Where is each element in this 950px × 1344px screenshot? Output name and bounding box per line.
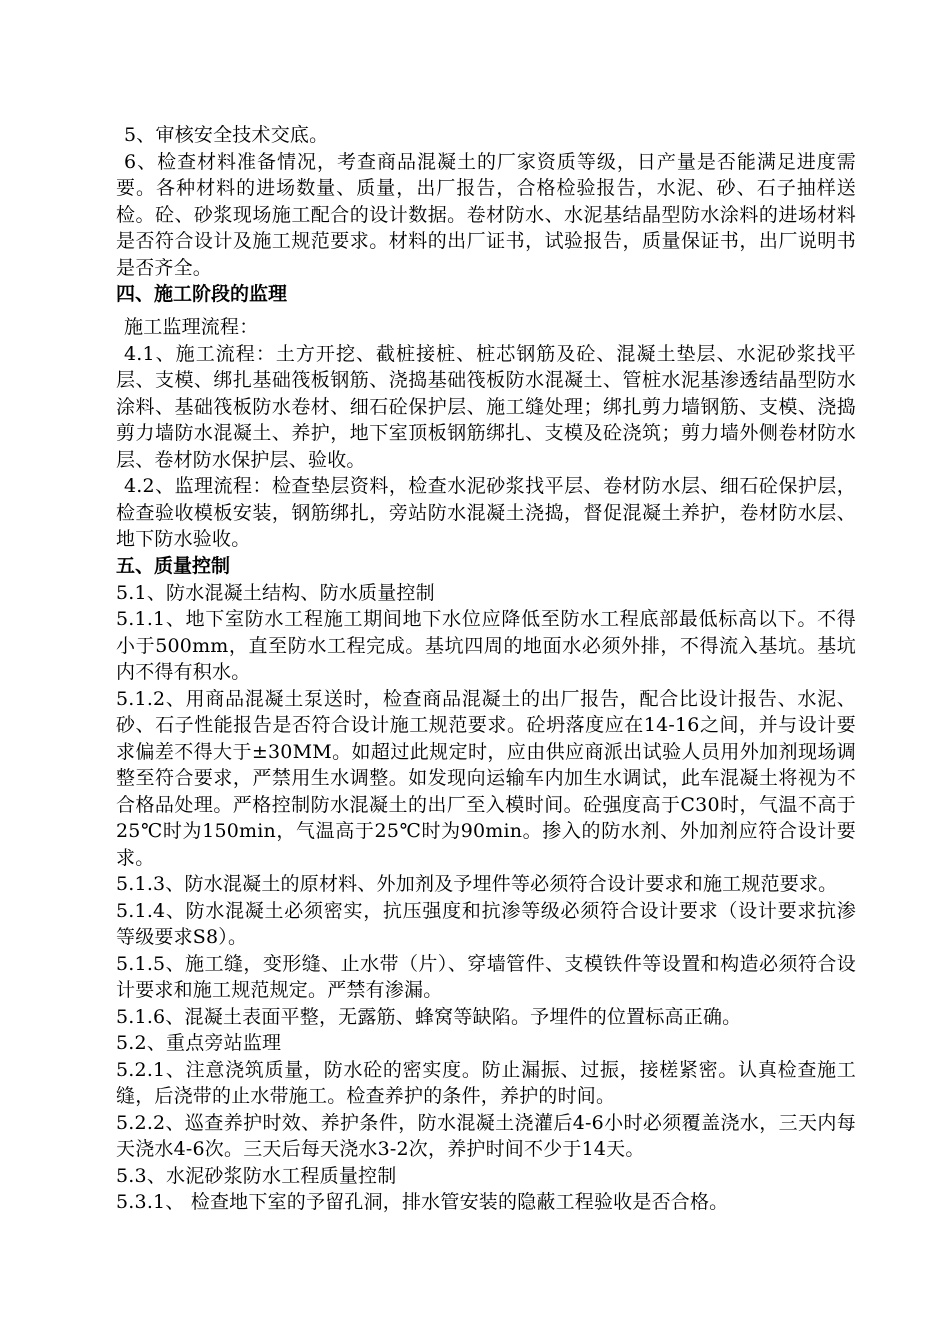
- paragraph-5: 5、审核安全技术交底。: [124, 124, 329, 146]
- subheading-5-2: 5.2、重点旁站监理: [116, 1032, 282, 1054]
- paragraph-4-2: 4.2、监理流程：检查垫层资料，检查水泥砂浆找平层、卷材防水层、细石砼保护层，检查验收模板安装，钢筋绑扎，旁站防水混凝土浇捣，督促混凝土养护，卷材防水层、地下防水验收。: [116, 475, 856, 550]
- paragraph-5-1-1: 5.1.1、地下室防水工程施工期间地下水位应降低至防水工程底部最低标高以下。不得小于500mm，直至防水工程完成。基坑四周的地面水必须外排，不得流入基坑。基坑内不得有积水。: [116, 608, 856, 683]
- paragraph-5-3-1: 5.3.1、 检查地下室的予留孔洞，排水管安装的隐蔽工程验收是否合格。: [116, 1191, 729, 1213]
- document-body: [116, 122, 856, 1216]
- section-heading-4: 四、施工阶段的监理: [116, 283, 288, 305]
- paragraph-6: 6、检查材料准备情况，考查商品混凝土的厂家资质等级，日产量是否能满足进度需要。各种材料的进场数量、质量，出厂报告，合格检验报告，水泥、砂、石子抽样送检。砼、砂浆现场施工配合的设计数据。卷材防水、水泥基结晶型防水涂料的进场材料是否符合设计及施工规范要求。材料的出厂证书，试验报告，质量保证书，出厂说明书是否齐全。: [116, 150, 856, 279]
- paragraph-5-1-3: 5.1.3、防水混凝土的原材料、外加剂及予埋件等必须符合设计要求和施工规范要求。: [116, 873, 838, 895]
- paragraph-5-2-2: 5.2.2、巡查养护时效、养护条件，防水混凝土浇灌后4-6小时必须覆盖浇水，三天内每天浇水4-6次。三天后每天浇水3-2次，养护时间不少于14天。: [116, 1111, 856, 1160]
- paragraph-5-2-1: 5.2.1、注意浇筑质量，防水砼的密实度。防止漏振、过振，接槎紧密。认真检查施工缝，后浇带的止水带施工。检查养护的条件，养护的时间。: [116, 1058, 856, 1107]
- section-heading-5: 五、质量控制: [116, 554, 231, 577]
- paragraph-5-1-5: 5.1.5、施工缝，变形缝、止水带（片）、穿墙管件、支模铁件等设置和构造必须符合设计要求和施工规范规定。严禁有渗漏。: [116, 952, 856, 1001]
- subheading-5-3: 5.3、水泥砂浆防水工程质量控制: [116, 1164, 397, 1187]
- paragraph-supervision-flow-title: 施工监理流程：: [124, 316, 259, 338]
- paragraph-5-1-6: 5.1.6、混凝土表面平整，无露筋、蜂窝等缺陷。予埋件的位置标高正确。: [116, 1005, 742, 1028]
- paragraph-5-1-2: 5.1.2、用商品混凝土泵送时，检查商品混凝土的出厂报告，配合比设计报告、水泥、砂、石子性能报告是否符合设计施工规范要求。砼坍落度应在14-16之间，并与设计要求偏差不得大于±30MM。如超过此规定时，应由供应商派出试验人员用外加剂现场调整至符合要求，严禁用生水调整。如发现向运输车内加生水调试，此车混凝土将视为不合格品处理。严格控制防水混凝土的出厂至入模时间。砼强度高于C30时，气温不高于25℃时为150min，气温高于25℃时为90min。掺入的防水剂、外加剂应符合设计要求。: [116, 687, 856, 869]
- paragraph-5-1-4: 5.1.4、防水混凝土必须密实，抗压强度和抗渗等级必须符合设计要求（设计要求抗渗等级要求S8）。: [116, 899, 856, 948]
- subheading-5-1: 5.1、防水混凝土结构、防水质量控制: [116, 581, 435, 604]
- paragraph-4-1: 4.1、施工流程：土方开挖、截桩接桩、桩芯钢筋及砼、混凝土垫层、水泥砂浆找平层、支模、绑扎基础筏板钢筋、浇捣基础筏板防水混凝土、管桩水泥基渗透结晶型防水涂料、基础筏板防水卷材、细石砼保护层、施工缝处理；绑扎剪力墙钢筋、支模、浇捣剪力墙防水混凝土、养护，地下室顶板钢筋绑扎、支模及砼浇筑；剪力墙外侧卷材防水层、卷材防水保护层、验收。: [116, 342, 856, 471]
